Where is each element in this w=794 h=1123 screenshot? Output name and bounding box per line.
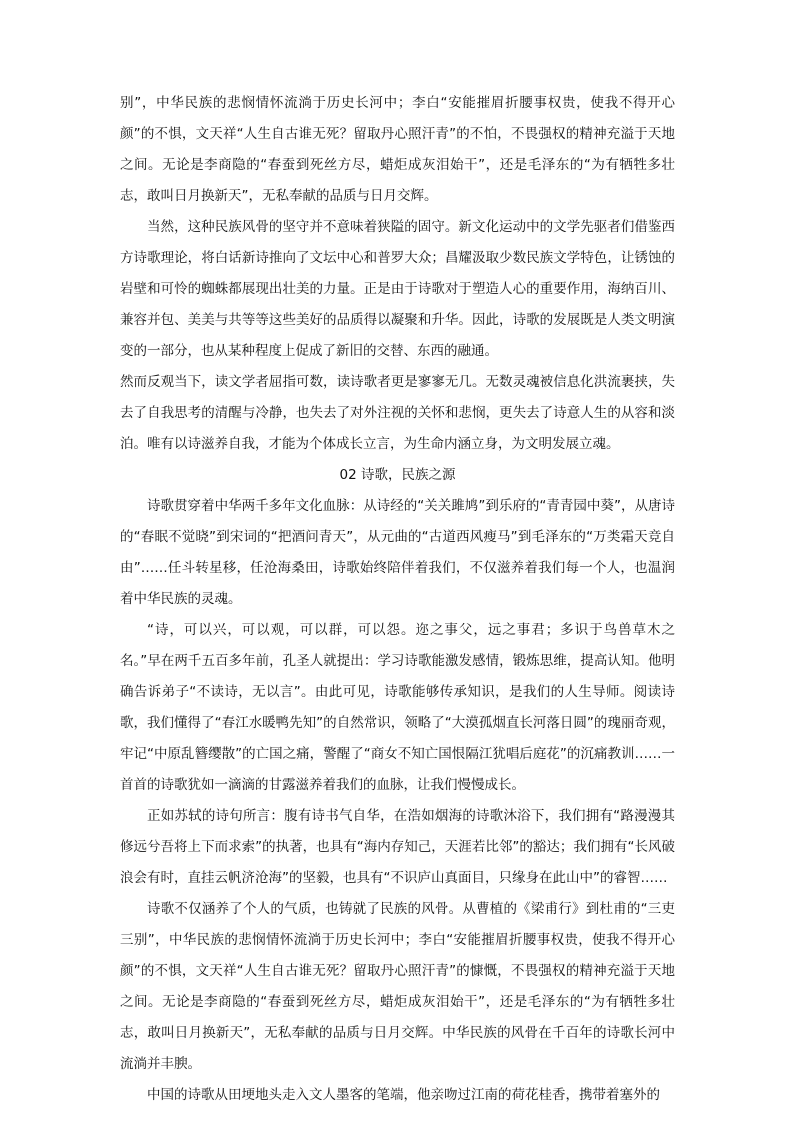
paragraph: 当然，这种民族风骨的坚守并不意味着狭隘的固守。新文化运动中的文学先驱者们借鉴西方诗歌理论，将白话新诗推向了文坛中心和普罗大众；昌耀汲取少数民族文学特色，让锈蚀的岩壁和可怜的蜘蛛都展现出壮美的力量。正是由于诗歌对于塑造人心的重要作用，海纳百川、兼容并包、美美与共等等这些美好的品质得以凝聚和升华。因此，诗歌的发展既是人类文明演变的一部分，也从某种程度上促成了新旧的交替、东西的融通。 <box>120 219 675 359</box>
paragraph: 别”，中华民族的悲悯情怀流淌于历史长河中；李白“安能摧眉折腰事权贵，使我不得开心颜”的不惧，文天祥“人生自古谁无死？留取丹心照汗青”的不怕，不畏强权的精神充溢于天地之间。无论是李商隐的“春蚕到死丝方尽，蜡炬成灰泪始干”，还是毛泽东的“为有牺牲多壮志，敢叫日月换新天”，无私奉献的品质与日月交辉。 <box>120 95 675 204</box>
paragraph: “诗，可以兴，可以观，可以群，可以怨。迩之事父，远之事君；多识于鸟兽草木之名。”早在两千五百多年前，孔圣人就提出：学习诗歌能激发感情，锻炼思维，提高认知。他明确告诉弟子“不读诗，无以言”。由此可见，诗歌能够传承知识，是我们的人生导师。阅读诗歌，我们懂得了“春江水暖鸭先知”的自然常识，领略了“大漠孤烟直长河落日圆”的瑰丽奇观，牢记“中原乱簪缨散”的亡国之痛，警醒了“商女不知亡国恨隔江犹唱后庭花”的沉痛教训……一首首的诗歌犹如一滴滴的甘露滋养着我们的血脉，让我们慢慢成长。 <box>120 622 675 793</box>
paragraph: 正如苏轼的诗句所言：腹有诗书气自华，在浩如烟海的诗歌沐浴下，我们拥有“路漫漫其修远兮吾将上下而求索”的执著，也具有“海内存知己，天涯若比邻”的豁达；我们拥有“长风破浪会有时，直挂云帆济沧海”的坚毅，也具有“不识庐山真面目，只缘身在此山中”的睿智…… <box>120 808 675 886</box>
paragraph: 诗歌贯穿着中华两千多年文化血脉：从诗经的“关关雎鸠”到乐府的“青青园中葵”，从唐诗的“春眠不觉晓”到宋词的“把酒问青天”，从元曲的“古道西风瘦马”到毛泽东的“万类霜天竞自由”……任斗转星移，任沧海桑田，诗歌始终陪伴着我们，不仅滋养着我们每一个人，也温润着中华民族的灵魂。 <box>120 498 675 607</box>
paragraph: 中国的诗歌从田埂地头走入文人墨客的笔端，他亲吻过江南的荷花桂香，携带着塞外的 <box>147 1087 660 1103</box>
section-heading: 02 诗歌，民族之源 <box>339 467 456 483</box>
paragraph: 然而反观当下，读文学者屈指可数，读诗歌者更是寥寥无几。无数灵魂被信息化洪流裹挟，失去了自我思考的清醒与冷静，也失去了对外注视的关怀和悲悯，更失去了诗意人生的从容和淡泊。唯有以诗滋养自我，才能为个体成长立言，为生命内涵立身，为文明发展立魂。 <box>120 374 675 452</box>
paragraph: 诗歌不仅涵养了个人的气质，也铸就了民族的风骨。从曹植的《梁甫行》到杜甫的“三吏三别”，中华民族的悲悯情怀流淌于历史长河中；李白“安能摧眉折腰事权贵，使我不得开心颜”的不惧，文天祥“人生自古谁无死？留取丹心照汗青”的慷慨，不畏强权的精神充溢于天地之间。无论是李商隐的“春蚕到死丝方尽，蜡炬成灰泪始干”，还是毛泽东的“为有牺牲多壮志，敢叫日月换新天”，无私奉献的品质与日月交辉。中华民族的风骨在千百年的诗歌长河中流淌并丰腴。 <box>120 901 675 1072</box>
document-page <box>120 88 675 1111</box>
